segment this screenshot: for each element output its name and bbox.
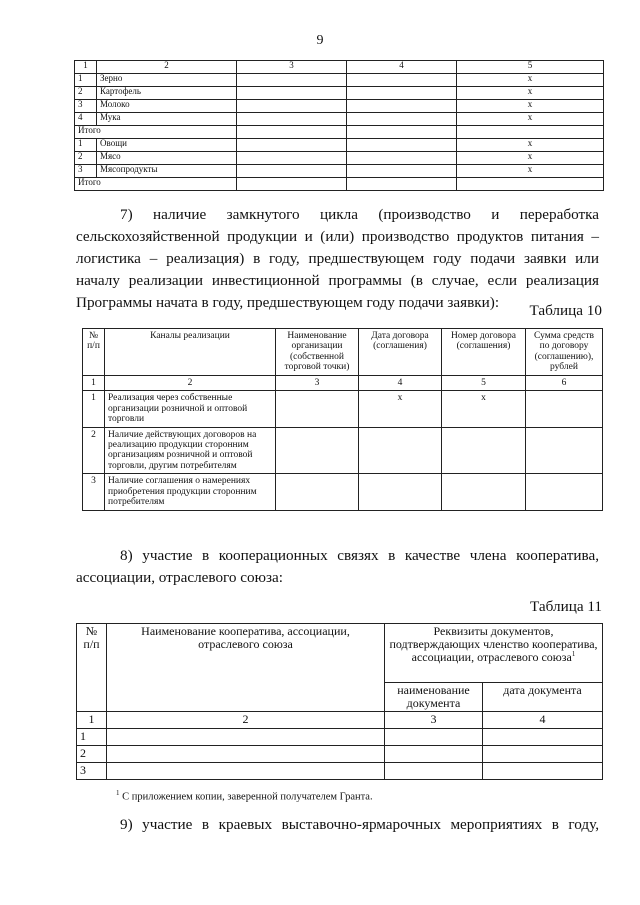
product-name: Мука: [97, 113, 237, 126]
cell: [526, 427, 603, 474]
cell: [347, 74, 457, 87]
paragraph-9: [76, 814, 599, 836]
header-cell: Наименование кооператива, ассоциации, отраслевого союза: [107, 624, 385, 712]
table-row: [75, 126, 604, 139]
paragraph-7-line1: 7) наличие замкнутого цикла (производство и переработка: [120, 206, 599, 223]
cell: [359, 427, 442, 474]
column-number: 5: [442, 375, 526, 390]
table-row: [75, 165, 604, 178]
cell: [237, 165, 347, 178]
table-row: [75, 152, 604, 165]
cell: [442, 427, 526, 474]
cell: [385, 762, 483, 779]
table-11: [76, 623, 603, 780]
cell: [457, 178, 604, 191]
column-number: 4: [359, 375, 442, 390]
column-number: 1: [83, 375, 105, 390]
column-number: 3: [276, 375, 359, 390]
cell: [237, 87, 347, 100]
column-number-row: [77, 712, 603, 728]
footnote-text: С приложением копии, заверенной получателем Гранта.: [122, 791, 373, 803]
paragraph-8: [76, 545, 599, 589]
total-label: Итого: [75, 178, 237, 191]
cell: [385, 728, 483, 745]
cell: [385, 745, 483, 762]
row-number: 2: [83, 427, 105, 474]
header-cell: № п/п: [83, 329, 105, 376]
cell: х: [457, 87, 604, 100]
footnote-mark: 1: [116, 789, 120, 797]
table-row: [75, 113, 604, 126]
cell: [237, 74, 347, 87]
cell: [237, 178, 347, 191]
table-header-row: [77, 624, 603, 683]
channel-name: Наличие соглашения о намерениях приобретения продукции сторонним потребителям: [105, 474, 276, 510]
cell: [347, 87, 457, 100]
paragraph-8-text: 8) участие в кооперационных связях в качестве члена кооператива, ассоциации, отраслевого союза:: [76, 547, 599, 586]
column-number: 3: [385, 712, 483, 728]
row-number: 3: [77, 762, 107, 779]
row-number: 1: [75, 139, 97, 152]
header-cell: Сумма средств по договору (соглашению), рублей: [526, 329, 603, 376]
column-number-row: [83, 375, 603, 390]
table-11-caption: Таблица 11: [530, 598, 602, 615]
cell: [526, 391, 603, 427]
table-row: [75, 139, 604, 152]
table-header-row: [75, 61, 604, 74]
header-cell: дата документа: [483, 683, 603, 712]
row-number: 3: [75, 100, 97, 113]
header-docs-text: Реквизиты документов, подтверждающих членство кооператива, ассоциации, отраслевого союза: [389, 624, 598, 665]
cell: [442, 474, 526, 510]
header-cell: [385, 624, 603, 683]
page-number: 9: [316, 33, 324, 48]
cell: х: [457, 165, 604, 178]
paragraph-9-text: 9) участие в краевых выставочно-ярмарочных мероприятиях в году,: [120, 816, 599, 833]
table-header-row: [83, 329, 603, 376]
table-10-caption: Таблица 10: [529, 302, 602, 319]
cell: [457, 126, 604, 139]
footnote: [116, 789, 373, 803]
cell: х: [457, 139, 604, 152]
cell: [237, 100, 347, 113]
header-cell: № п/п: [77, 624, 107, 712]
cell: [276, 427, 359, 474]
cell: [483, 745, 603, 762]
column-number: 6: [526, 375, 603, 390]
product-name: Картофель: [97, 87, 237, 100]
cell: х: [457, 113, 604, 126]
cell: [347, 113, 457, 126]
cell: х: [457, 74, 604, 87]
product-name: Молоко: [97, 100, 237, 113]
footnote-mark: 1: [571, 650, 576, 659]
cell: х: [442, 391, 526, 427]
cell: [237, 126, 347, 139]
channel-name: Наличие действующих договоров на реализацию продукции сторонним организациям розничной и оптовой торговли, другим потребителям: [105, 427, 276, 474]
table-row: [77, 762, 603, 779]
table-row: [77, 745, 603, 762]
cell: [359, 474, 442, 510]
table-row: [83, 474, 603, 510]
cell: [276, 391, 359, 427]
product-name: Мясо: [97, 152, 237, 165]
table-row: [77, 728, 603, 745]
cell: х: [457, 100, 604, 113]
cell: [107, 745, 385, 762]
cell: [237, 139, 347, 152]
cell: [347, 126, 457, 139]
header-cell: 1: [75, 61, 97, 74]
paragraph-7-rest: сельскохозяйственной продукции и (или) производство продуктов питания – логистика – реализация) в году, предшествующем году подачи заявки или началу реализации инвестиционной программы (в случае, если реализация Программы начата в году, предшествующем году подачи заявки):: [76, 228, 599, 311]
total-label: Итого: [75, 126, 237, 139]
column-number: 2: [105, 375, 276, 390]
paragraph-7: [76, 204, 599, 314]
header-cell: Каналы реализации: [105, 329, 276, 376]
cell: х: [359, 391, 442, 427]
column-number: 2: [107, 712, 385, 728]
cell: [237, 152, 347, 165]
header-cell: 4: [347, 61, 457, 74]
cell: [483, 728, 603, 745]
cell: [237, 113, 347, 126]
table-row: [75, 100, 604, 113]
product-name: Зерно: [97, 74, 237, 87]
cell: [526, 474, 603, 510]
row-number: 3: [75, 165, 97, 178]
row-number: 2: [77, 745, 107, 762]
cell: [347, 100, 457, 113]
row-number: 1: [75, 74, 97, 87]
product-name: Овощи: [97, 139, 237, 152]
header-cell: 5: [457, 61, 604, 74]
channel-name: Реализация через собственные организации розничной и оптовой торговли: [105, 391, 276, 427]
cell: [347, 178, 457, 191]
row-number: 2: [75, 152, 97, 165]
header-cell: Номер договора (соглашения): [442, 329, 526, 376]
cell: [347, 165, 457, 178]
header-cell: Дата договора (соглашения): [359, 329, 442, 376]
table-row: [83, 427, 603, 474]
header-cell: 3: [237, 61, 347, 74]
table-row: [75, 178, 604, 191]
table-10: [82, 328, 603, 511]
cell: [107, 762, 385, 779]
header-cell: наименование документа: [385, 683, 483, 712]
table-9: [74, 60, 604, 191]
table-row: [83, 391, 603, 427]
row-number: 3: [83, 474, 105, 510]
product-name: Мясопродукты: [97, 165, 237, 178]
column-number: 1: [77, 712, 107, 728]
header-cell: 2: [97, 61, 237, 74]
row-number: 4: [75, 113, 97, 126]
cell: [347, 139, 457, 152]
cell: [107, 728, 385, 745]
cell: [483, 762, 603, 779]
cell: х: [457, 152, 604, 165]
table-row: [75, 87, 604, 100]
column-number: 4: [483, 712, 603, 728]
row-number: 2: [75, 87, 97, 100]
table-row: [75, 74, 604, 87]
cell: [347, 152, 457, 165]
header-cell: Наименование организации (собственной торговой точки): [276, 329, 359, 376]
row-number: 1: [83, 391, 105, 427]
cell: [276, 474, 359, 510]
row-number: 1: [77, 728, 107, 745]
